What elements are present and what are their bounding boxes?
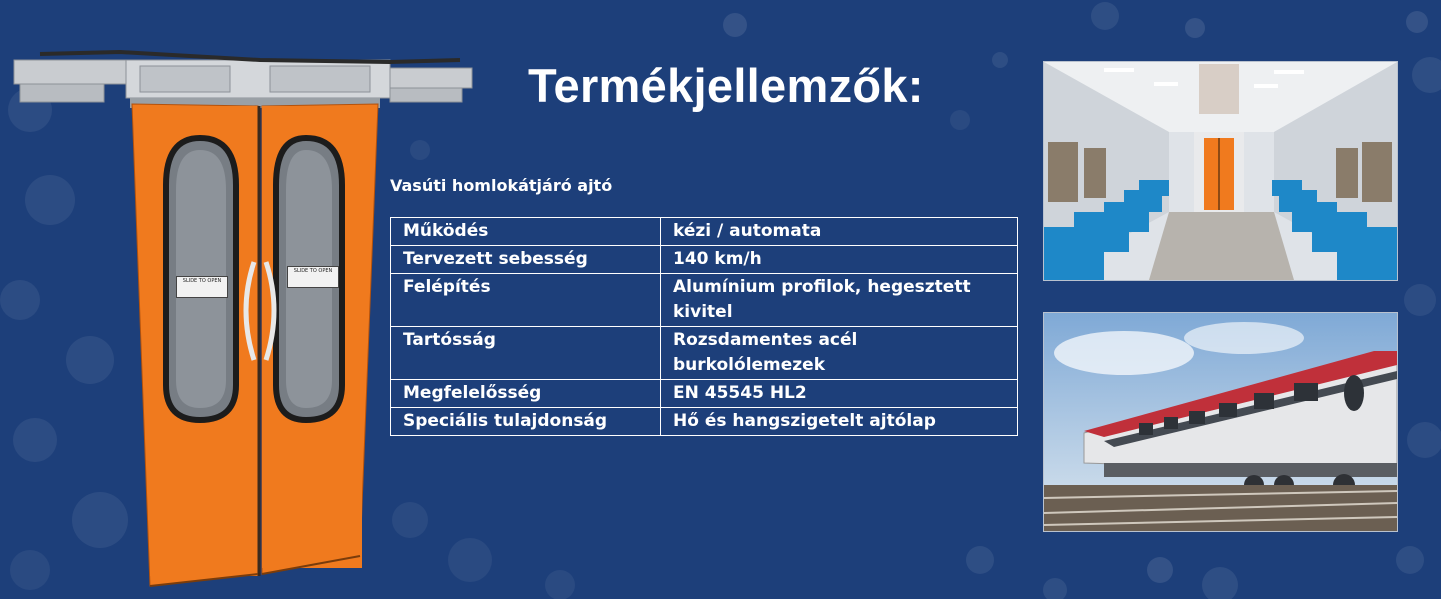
spec-label: Speciális tulajdonság (391, 408, 661, 436)
spec-value: Alumínium profilok, hegesztett kivitel (661, 274, 1018, 327)
spec-table (390, 217, 1018, 436)
train-exterior-photo (1043, 312, 1398, 532)
spec-value: EN 45545 HL2 (661, 380, 1018, 408)
table-row (391, 380, 1018, 408)
spec-value: 140 km/h (661, 246, 1018, 274)
page-title: Termékjellemzők: (528, 59, 924, 112)
door-sign-right-label: SLIDE TO OPEN (293, 268, 333, 274)
table-row (391, 327, 1018, 380)
spec-label: Felépítés (391, 274, 661, 327)
spec-label: Megfelelősség (391, 380, 661, 408)
table-row (391, 218, 1018, 246)
spec-value: Hő és hangszigetelt ajtólap (661, 408, 1018, 436)
door-sign-left-label: SLIDE TO OPEN (182, 278, 222, 284)
door-sign-right (287, 266, 339, 288)
table-row (391, 408, 1018, 436)
spec-label: Tartósság (391, 327, 661, 380)
table-row (391, 274, 1018, 327)
spec-label: Működés (391, 218, 661, 246)
spec-value: kézi / automata (661, 218, 1018, 246)
door-sign-left (176, 276, 228, 298)
spec-value: Rozsdamentes acél burkolólemezek (661, 327, 1018, 380)
table-row (391, 246, 1018, 274)
train-interior-photo (1043, 61, 1398, 281)
spec-label: Tervezett sebesség (391, 246, 661, 274)
product-subtitle: Vasúti homlokátjáró ajtó (390, 176, 613, 195)
